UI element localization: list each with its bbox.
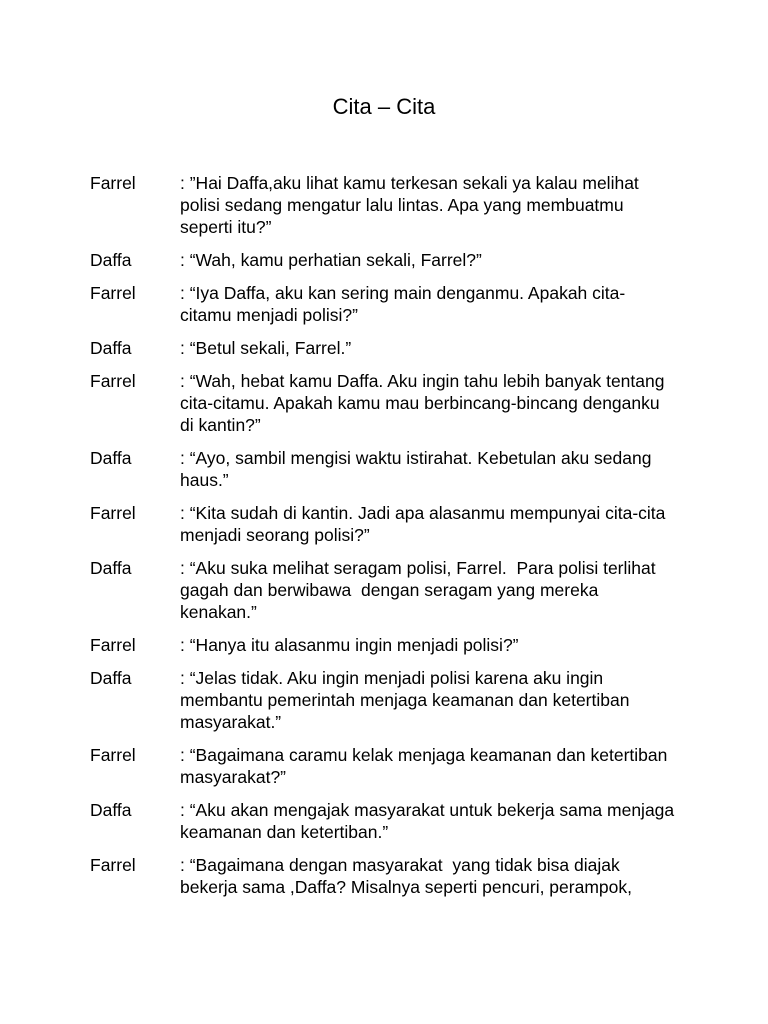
dialogue-text: : “Iya Daffa, aku kan sering main denganmu. Apakah cita- citamu menjadi polisi?” bbox=[180, 283, 626, 325]
dialogue-text: : “Jelas tidak. Aku ingin menjadi polisi karena aku ingin membantu pemerintah menjaga keamanan dan ketertiban masyarakat.” bbox=[180, 668, 630, 732]
dialogue-row bbox=[90, 249, 730, 271]
document-title: Cita – Cita bbox=[332, 94, 436, 119]
dialogue-text: : “Kita sudah di kantin. Jadi apa alasanmu mempunyai cita-cita menjadi seorang polisi?” bbox=[180, 503, 666, 545]
dialogue-text: : “Betul sekali, Farrel.” bbox=[180, 338, 352, 358]
speaker-name: Farrel bbox=[90, 283, 136, 303]
dialogue-row bbox=[90, 557, 730, 623]
dialogue-row bbox=[90, 447, 730, 491]
dialogue-row bbox=[90, 172, 730, 238]
dialogue-row bbox=[90, 744, 730, 788]
dialogue-text: : “Ayo, sambil mengisi waktu istirahat. Kebetulan aku sedang haus.” bbox=[180, 448, 652, 490]
speaker-name: Farrel bbox=[90, 635, 136, 655]
dialogue-row bbox=[90, 854, 730, 898]
dialogue-list bbox=[90, 172, 730, 909]
dialogue-text: : “Wah, hebat kamu Daffa. Aku ingin tahu lebih banyak tentang cita-citamu. Apakah kamu mau berbincang-bincang denganku di kantin?” bbox=[180, 371, 665, 435]
speaker-name: Daffa bbox=[90, 250, 132, 270]
speaker-name: Farrel bbox=[90, 173, 136, 193]
dialogue-text: : “Aku suka melihat seragam polisi, Farrel. Para polisi terlihat gagah dan berwibawa dengan seragam yang mereka kenakan.” bbox=[180, 558, 656, 622]
dialogue-text: : “Wah, kamu perhatian sekali, Farrel?” bbox=[180, 250, 482, 270]
dialogue-row bbox=[90, 282, 730, 326]
dialogue-row bbox=[90, 337, 730, 359]
dialogue-text: : “Bagaimana caramu kelak menjaga keamanan dan ketertiban masyarakat?” bbox=[180, 745, 668, 787]
speaker-name: Daffa bbox=[90, 668, 132, 688]
dialogue-row bbox=[90, 799, 730, 843]
speaker-name: Daffa bbox=[90, 448, 132, 468]
speaker-name: Farrel bbox=[90, 745, 136, 765]
dialogue-row bbox=[90, 370, 730, 436]
dialogue-row bbox=[90, 634, 730, 656]
speaker-name: Farrel bbox=[90, 855, 136, 875]
dialogue-row bbox=[90, 502, 730, 546]
dialogue-text: : “Bagaimana dengan masyarakat yang tidak bisa diajak bekerja sama ,Daffa? Misalnya seperti pencuri, perampok, bbox=[180, 855, 632, 897]
dialogue-text: : “Aku akan mengajak masyarakat untuk bekerja sama menjaga keamanan dan ketertiban.” bbox=[180, 800, 675, 842]
speaker-name: Farrel bbox=[90, 503, 136, 523]
dialogue-text: : “Hanya itu alasanmu ingin menjadi polisi?” bbox=[180, 635, 519, 655]
dialogue-row bbox=[90, 667, 730, 733]
speaker-name: Daffa bbox=[90, 558, 132, 578]
speaker-name: Farrel bbox=[90, 371, 136, 391]
speaker-name: Daffa bbox=[90, 800, 132, 820]
speaker-name: Daffa bbox=[90, 338, 132, 358]
dialogue-text: : ”Hai Daffa,aku lihat kamu terkesan sekali ya kalau melihat polisi sedang mengatur lalu lintas. Apa yang membuatmu seperti itu?” bbox=[180, 173, 639, 237]
